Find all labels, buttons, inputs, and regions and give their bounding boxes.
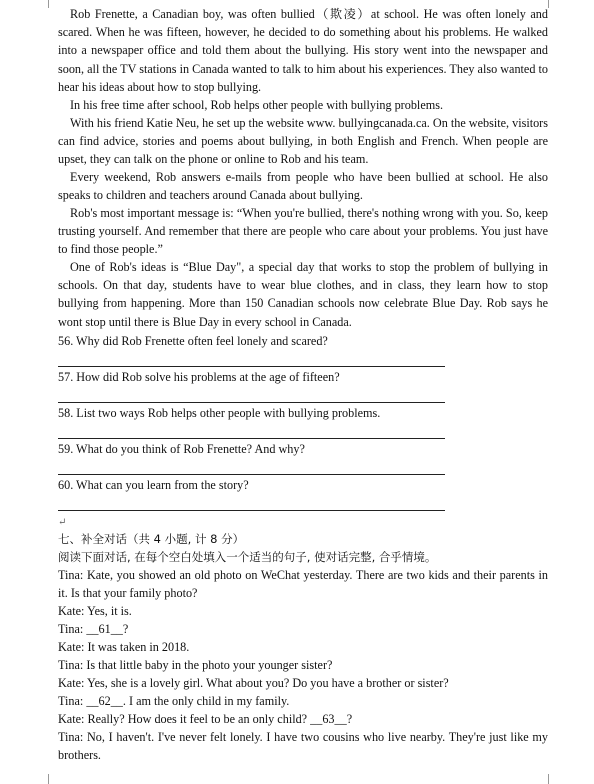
passage-paragraph: With his friend Katie Neu, he set up the website www. bullyingcanada.ca. On the website, visitors can find advice, stories and poems about bullying, in both English and French. When people are upset, they can talk on the phone or online to Rob and his team. [58,116,548,167]
page-corner-mark [548,774,559,784]
section-title: 七、补全对话（共 4 小题, 计 8 分） [58,532,245,546]
dialogue-line: Kate: Yes, it is. [58,604,132,618]
question-59: 59. What do you think of Rob Frenette? And why? [58,442,305,456]
question-57: 57. How did Rob solve his problems at the age of fifteen? [58,370,340,384]
passage-paragraph: One of Rob's ideas is “Blue Day", a special day that works to stop the problem of bullying in schools. On that day, students have to wear blue clothes, and in class, they learn how to stop bullying from happening. More than 150 Canadian schools now celebrate Blue Day. Rob says he wont stop until there is Blue Day in every school in Canada. [58,260,548,329]
answer-line-57[interactable] [58,402,445,403]
answer-line-60[interactable] [58,510,445,511]
question-56: 56. Why did Rob Frenette often feel lonely and scared? [58,334,328,348]
dialogue-line: Kate: It was taken in 2018. [58,640,190,654]
dialogue-line: Kate: Really? How does it feel to be an only child? __63__? [58,712,353,726]
answer-line-56[interactable] [58,366,445,367]
question-58: 58. List two ways Rob helps other people with bullying problems. [58,406,381,420]
passage-paragraph: Rob's most important message is: “When you're bullied, there's nothing wrong with you. So, keep trusting yourself. And remember that there are people who care about your problems. You just have to find those people.” [58,206,548,257]
passage-paragraph: Every weekend, Rob answers e-mails from people who have been bullied at school. He also speaks to children and teachers around Canada about bullying. [58,170,548,203]
answer-line-59[interactable] [58,474,445,475]
section-instruction: 阅读下面对话, 在每个空白处填入一个适当的句子, 使对话完整, 合乎情境。 [58,550,437,564]
passage-paragraph: Rob Frenette, a Canadian boy, was often bullied（欺凌）at school. He was often lonely and scared. When he was fifteen, however, he decided to do something about his problems. He walked into a newspaper office and told them about the bullying. His story went into the newspaper and soon, all the TV stations in Canada wanted to talk to him about his experiences. They also wanted to hear his ideas about how to stop bullying. [58,7,548,94]
dialogue-line: Tina: No, I haven't. I've never felt lonely. I have two cousins who live nearby. They're just like my brothers. [58,730,548,763]
dialogue-line: Tina: __61__? [58,622,129,636]
paragraph-mark-icon: ↵ [58,517,67,528]
page-corner-mark [548,0,559,8]
dialogue-line: Tina: __62__. I am the only child in my family. [58,694,290,708]
page-corner-mark [38,774,49,784]
dialogue-line: Tina: Is that little baby in the photo your younger sister? [58,658,333,672]
page-corner-mark [38,0,49,8]
dialogue-line: Kate: Yes, she is a lovely girl. What about you? Do you have a brother or sister? [58,676,449,690]
passage-paragraph: In his free time after school, Rob helps other people with bullying problems. [70,98,443,112]
answer-line-58[interactable] [58,438,445,439]
question-60: 60. What can you learn from the story? [58,478,249,492]
dialogue-line: Tina: Kate, you showed an old photo on WeChat yesterday. There are two kids and their parents in it. Is that your family photo? [58,568,548,601]
